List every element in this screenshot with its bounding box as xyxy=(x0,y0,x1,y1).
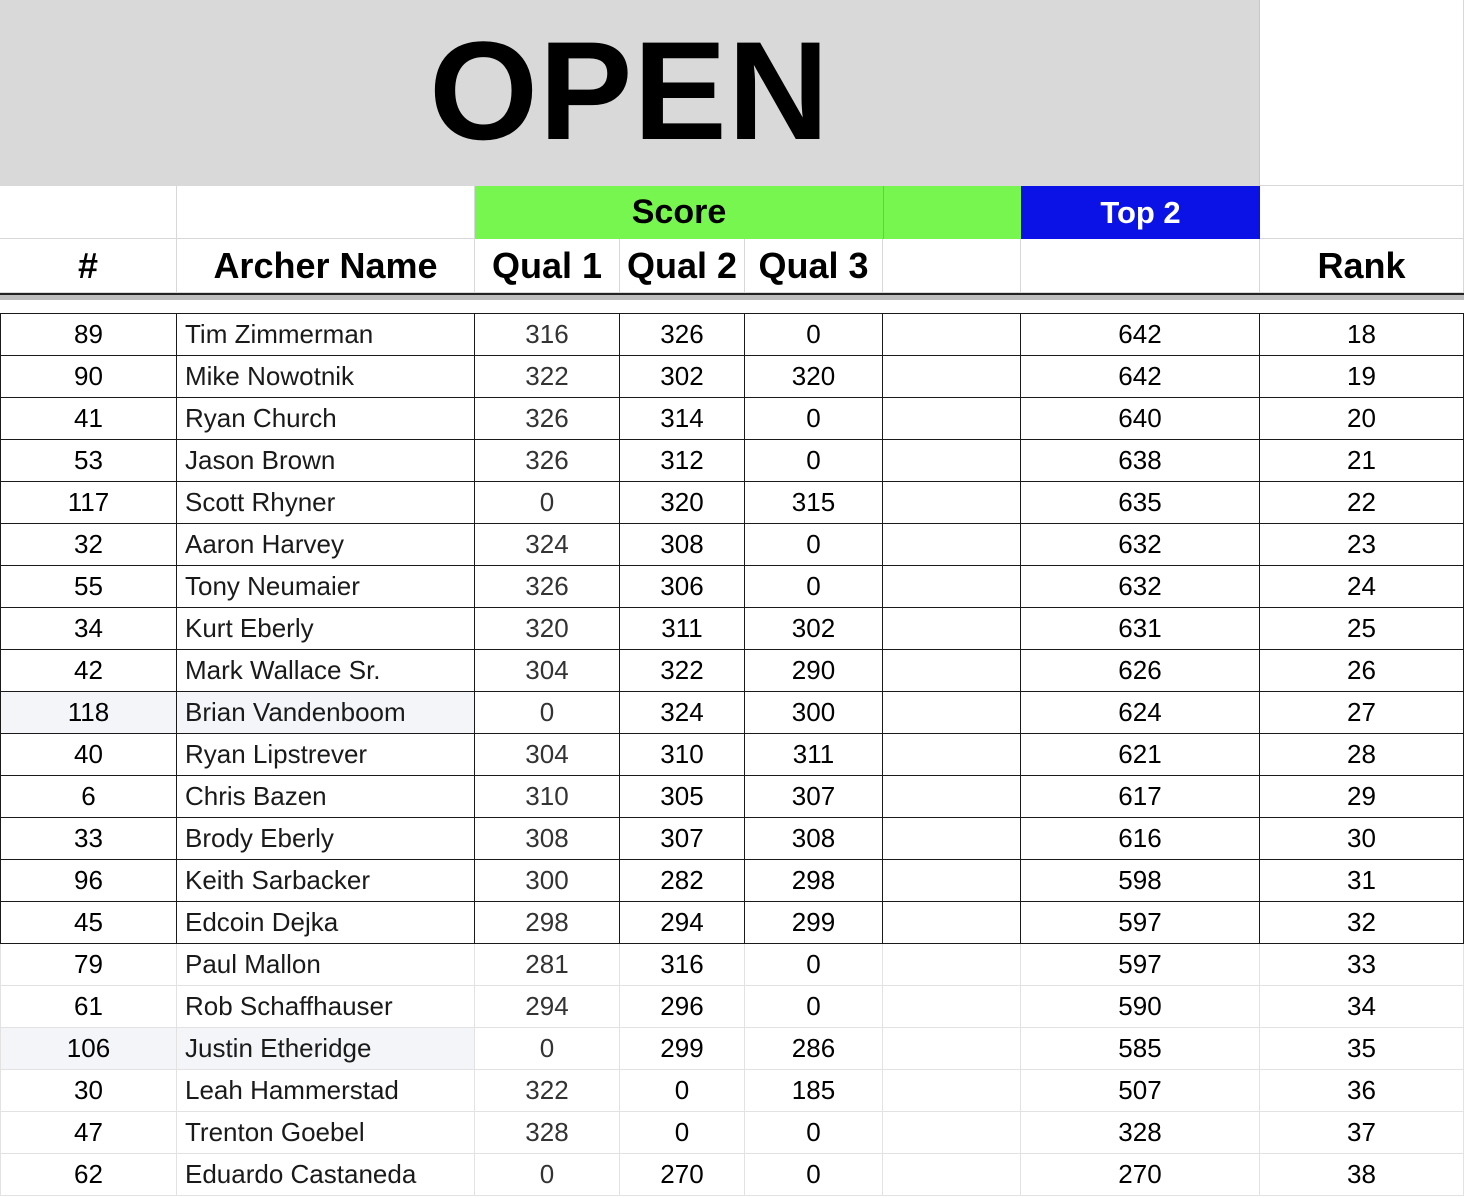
qual-3-cell[interactable]: 290 xyxy=(745,650,883,692)
rank-cell[interactable]: 38 xyxy=(1260,1154,1464,1196)
blank-cell[interactable] xyxy=(883,482,1021,524)
table-row xyxy=(0,944,1464,986)
title-side-cell[interactable] xyxy=(1260,0,1464,186)
table-row xyxy=(0,398,1464,440)
archer-number-cell[interactable]: 6 xyxy=(0,776,177,818)
frozen-rows-divider-edge xyxy=(0,293,1464,295)
archer-number-cell[interactable]: 79 xyxy=(0,944,177,986)
table-row xyxy=(0,608,1464,650)
archer-number-cell[interactable]: 41 xyxy=(0,398,177,440)
blank-cell[interactable] xyxy=(883,860,1021,902)
blank-cell[interactable] xyxy=(883,398,1021,440)
qual-1-cell[interactable]: 326 xyxy=(475,398,620,440)
archer-number-cell[interactable]: 118 xyxy=(0,692,177,734)
table-row xyxy=(0,356,1464,398)
top2-total-cell[interactable]: 507 xyxy=(1021,1070,1260,1112)
column-header-number[interactable] xyxy=(0,239,177,293)
top2-total-cell[interactable]: 635 xyxy=(1021,482,1260,524)
top2-total-cell[interactable]: 632 xyxy=(1021,524,1260,566)
blank-cell[interactable] xyxy=(883,1070,1021,1112)
archer-name-cell[interactable]: Chris Bazen xyxy=(177,776,475,818)
archer-name-cell[interactable]: Kurt Eberly xyxy=(177,608,475,650)
table-row xyxy=(0,818,1464,860)
archer-name-cell[interactable]: Tim Zimmerman xyxy=(177,314,475,356)
qual-1-cell[interactable]: 281 xyxy=(475,944,620,986)
qual-2-cell[interactable]: 312 xyxy=(620,440,745,482)
qual-1-cell[interactable]: 324 xyxy=(475,524,620,566)
qual-3-cell[interactable]: 0 xyxy=(745,314,883,356)
blank-cell[interactable] xyxy=(883,692,1021,734)
archer-number-cell[interactable]: 32 xyxy=(0,524,177,566)
column-header-label: # xyxy=(77,244,99,286)
archer-number-cell[interactable]: 30 xyxy=(0,1070,177,1112)
qual-3-cell[interactable]: 308 xyxy=(745,818,883,860)
qual-2-cell[interactable]: 296 xyxy=(620,986,745,1028)
qual-2-cell[interactable]: 0 xyxy=(620,1070,745,1112)
rank-cell[interactable]: 25 xyxy=(1260,608,1464,650)
archer-number-cell[interactable]: 106 xyxy=(0,1028,177,1070)
rank-cell[interactable]: 32 xyxy=(1260,902,1464,944)
archer-name-cell[interactable]: Justin Etheridge xyxy=(177,1028,475,1070)
archer-name-cell[interactable]: Paul Mallon xyxy=(177,944,475,986)
blank-cell[interactable] xyxy=(883,566,1021,608)
table-row xyxy=(0,1154,1464,1196)
qual-3-cell[interactable]: 286 xyxy=(745,1028,883,1070)
score-group-header[interactable] xyxy=(475,186,883,239)
qual-1-cell[interactable]: 0 xyxy=(475,1028,620,1070)
column-header-label: Qual 1 xyxy=(491,244,603,286)
archer-name-cell[interactable]: Keith Sarbacker xyxy=(177,860,475,902)
top2-total-cell[interactable]: 621 xyxy=(1021,734,1260,776)
top2-total-cell[interactable]: 638 xyxy=(1021,440,1260,482)
qual-3-cell[interactable]: 315 xyxy=(745,482,883,524)
rank-cell[interactable]: 24 xyxy=(1260,566,1464,608)
top2-group-label: Top 2 xyxy=(1100,194,1181,230)
rank-cell[interactable]: 29 xyxy=(1260,776,1464,818)
archer-number-cell[interactable]: 55 xyxy=(0,566,177,608)
archer-number-cell[interactable]: 47 xyxy=(0,1112,177,1154)
top2-total-cell[interactable]: 626 xyxy=(1021,650,1260,692)
qual-1-cell[interactable]: 320 xyxy=(475,608,620,650)
table-row xyxy=(0,566,1464,608)
archer-name-cell[interactable]: Rob Schaffhauser xyxy=(177,986,475,1028)
archer-name-cell[interactable]: Scott Rhyner xyxy=(177,482,475,524)
top2-total-cell[interactable]: 270 xyxy=(1021,1154,1260,1196)
qual-3-cell[interactable]: 311 xyxy=(745,734,883,776)
rank-cell[interactable]: 37 xyxy=(1260,1112,1464,1154)
top2-total-cell[interactable]: 328 xyxy=(1021,1112,1260,1154)
rank-cell[interactable]: 34 xyxy=(1260,986,1464,1028)
blank-cell[interactable] xyxy=(883,524,1021,566)
table-row xyxy=(0,1112,1464,1154)
qual-2-cell[interactable]: 311 xyxy=(620,608,745,650)
qual-1-cell[interactable]: 0 xyxy=(475,692,620,734)
qual-1-cell[interactable]: 300 xyxy=(475,860,620,902)
top2-total-cell[interactable]: 632 xyxy=(1021,566,1260,608)
score-group-extension[interactable] xyxy=(883,186,1021,239)
qual-3-cell[interactable]: 0 xyxy=(745,986,883,1028)
qual-2-cell[interactable]: 308 xyxy=(620,524,745,566)
qual-1-cell[interactable]: 326 xyxy=(475,440,620,482)
top2-total-cell[interactable]: 631 xyxy=(1021,608,1260,650)
archer-name-cell[interactable]: Ryan Church xyxy=(177,398,475,440)
archer-name-cell[interactable]: Tony Neumaier xyxy=(177,566,475,608)
archer-number-cell[interactable]: 45 xyxy=(0,902,177,944)
qual-1-cell[interactable]: 310 xyxy=(475,776,620,818)
qual-3-cell[interactable]: 300 xyxy=(745,692,883,734)
qual-3-cell[interactable]: 0 xyxy=(745,566,883,608)
column-header-qual-1[interactable] xyxy=(475,239,620,293)
qual-2-cell[interactable]: 302 xyxy=(620,356,745,398)
table-row xyxy=(0,524,1464,566)
table-row xyxy=(0,1070,1464,1112)
qual-2-cell[interactable]: 294 xyxy=(620,902,745,944)
qual-1-cell[interactable]: 304 xyxy=(475,650,620,692)
archer-name-cell[interactable]: Jason Brown xyxy=(177,440,475,482)
qual-2-cell[interactable]: 270 xyxy=(620,1154,745,1196)
qual-2-cell[interactable]: 324 xyxy=(620,692,745,734)
table-row xyxy=(0,692,1464,734)
blank-cell[interactable] xyxy=(883,1154,1021,1196)
title-cell[interactable] xyxy=(0,0,1260,186)
rank-cell[interactable]: 35 xyxy=(1260,1028,1464,1070)
qual-1-cell[interactable]: 322 xyxy=(475,356,620,398)
blank-cell[interactable] xyxy=(883,986,1021,1028)
qual-2-cell[interactable]: 320 xyxy=(620,482,745,524)
qual-3-cell[interactable]: 320 xyxy=(745,356,883,398)
top2-total-cell[interactable]: 598 xyxy=(1021,860,1260,902)
blank-cell[interactable] xyxy=(883,440,1021,482)
qual-2-cell[interactable]: 314 xyxy=(620,398,745,440)
blank-cell[interactable] xyxy=(883,776,1021,818)
table-row xyxy=(0,860,1464,902)
qual-1-cell[interactable]: 304 xyxy=(475,734,620,776)
qual-1-cell[interactable]: 322 xyxy=(475,1070,620,1112)
archer-number-cell[interactable]: 34 xyxy=(0,608,177,650)
table-row xyxy=(0,482,1464,524)
qual-2-cell[interactable]: 0 xyxy=(620,1112,745,1154)
rank-cell[interactable]: 19 xyxy=(1260,356,1464,398)
qual-3-cell[interactable]: 298 xyxy=(745,860,883,902)
archer-name-cell[interactable]: Mike Nowotnik xyxy=(177,356,475,398)
archer-number-cell[interactable]: 33 xyxy=(0,818,177,860)
qual-2-cell[interactable]: 326 xyxy=(620,314,745,356)
blank-cell[interactable] xyxy=(883,314,1021,356)
archer-number-cell[interactable]: 53 xyxy=(0,440,177,482)
qual-3-cell[interactable]: 307 xyxy=(745,776,883,818)
archer-name-cell[interactable]: Brian Vandenboom xyxy=(177,692,475,734)
archer-number-cell[interactable]: 42 xyxy=(0,650,177,692)
table-row xyxy=(0,440,1464,482)
qual-2-cell[interactable]: 310 xyxy=(620,734,745,776)
qual-2-cell[interactable]: 322 xyxy=(620,650,745,692)
rank-cell[interactable]: 33 xyxy=(1260,944,1464,986)
blank-cell[interactable] xyxy=(883,1028,1021,1070)
top2-total-cell[interactable]: 597 xyxy=(1021,902,1260,944)
rank-cell[interactable]: 20 xyxy=(1260,398,1464,440)
column-header-blank[interactable] xyxy=(883,239,1021,293)
blank-cell[interactable] xyxy=(883,650,1021,692)
qual-1-cell[interactable]: 0 xyxy=(475,482,620,524)
archer-number-cell[interactable]: 96 xyxy=(0,860,177,902)
table-top-border xyxy=(0,313,1464,314)
table-row xyxy=(0,314,1464,356)
archer-number-cell[interactable]: 61 xyxy=(0,986,177,1028)
table-row xyxy=(0,986,1464,1028)
qual-2-cell[interactable]: 306 xyxy=(620,566,745,608)
table-row xyxy=(0,734,1464,776)
archer-number-cell[interactable]: 89 xyxy=(0,314,177,356)
column-header-label: Rank xyxy=(1317,244,1406,286)
blank-cell[interactable] xyxy=(883,818,1021,860)
rank-cell[interactable]: 36 xyxy=(1260,1070,1464,1112)
qual-1-cell[interactable]: 328 xyxy=(475,1112,620,1154)
qual-2-cell[interactable]: 305 xyxy=(620,776,745,818)
column-header-label: Qual 2 xyxy=(626,244,738,286)
archer-number-cell[interactable]: 62 xyxy=(0,1154,177,1196)
qual-1-cell[interactable]: 294 xyxy=(475,986,620,1028)
blank-cell[interactable] xyxy=(883,1112,1021,1154)
rank-cell[interactable]: 31 xyxy=(1260,860,1464,902)
top2-total-cell[interactable]: 590 xyxy=(1021,986,1260,1028)
qual-1-cell[interactable]: 316 xyxy=(475,314,620,356)
qual-1-cell[interactable]: 298 xyxy=(475,902,620,944)
column-header-top2[interactable] xyxy=(1021,239,1260,293)
column-header-label: Archer Name xyxy=(213,244,438,286)
archer-name-cell[interactable]: Mark Wallace Sr. xyxy=(177,650,475,692)
top2-total-cell[interactable]: 617 xyxy=(1021,776,1260,818)
rank-cell[interactable]: 22 xyxy=(1260,482,1464,524)
column-header-label: Qual 3 xyxy=(758,244,869,286)
qual-3-cell[interactable]: 299 xyxy=(745,902,883,944)
qual-2-cell[interactable]: 299 xyxy=(620,1028,745,1070)
group-header-empty-cell[interactable] xyxy=(1260,186,1464,239)
archer-name-cell[interactable]: Eduardo Castaneda xyxy=(177,1154,475,1196)
qual-1-cell[interactable]: 308 xyxy=(475,818,620,860)
blank-cell[interactable] xyxy=(883,608,1021,650)
column-header-archer-name[interactable] xyxy=(177,239,475,293)
top2-total-cell[interactable]: 640 xyxy=(1021,398,1260,440)
qual-3-cell[interactable]: 0 xyxy=(745,524,883,566)
qual-1-cell[interactable]: 0 xyxy=(475,1154,620,1196)
blank-cell[interactable] xyxy=(883,734,1021,776)
table-row xyxy=(0,650,1464,692)
qual-2-cell[interactable]: 282 xyxy=(620,860,745,902)
qual-3-cell[interactable]: 0 xyxy=(745,944,883,986)
qual-3-cell[interactable]: 0 xyxy=(745,440,883,482)
archer-name-cell[interactable]: Edcoin Dejka xyxy=(177,902,475,944)
top2-total-cell[interactable]: 585 xyxy=(1021,1028,1260,1070)
rank-cell[interactable]: 18 xyxy=(1260,314,1464,356)
blank-cell[interactable] xyxy=(883,944,1021,986)
table-row xyxy=(0,902,1464,944)
blank-cell[interactable] xyxy=(883,356,1021,398)
archer-name-cell[interactable]: Brody Eberly xyxy=(177,818,475,860)
archer-number-cell[interactable]: 117 xyxy=(0,482,177,524)
qual-1-cell[interactable]: 326 xyxy=(475,566,620,608)
qual-2-cell[interactable]: 316 xyxy=(620,944,745,986)
archer-name-cell[interactable]: Ryan Lipstrever xyxy=(177,734,475,776)
qual-2-cell[interactable]: 307 xyxy=(620,818,745,860)
rank-cell[interactable]: 28 xyxy=(1260,734,1464,776)
qual-3-cell[interactable]: 185 xyxy=(745,1070,883,1112)
top2-total-cell[interactable]: 597 xyxy=(1021,944,1260,986)
group-header-empty-cell[interactable] xyxy=(0,186,177,239)
blank-cell[interactable] xyxy=(883,902,1021,944)
column-header-qual-2[interactable] xyxy=(620,239,745,293)
top2-total-cell[interactable]: 642 xyxy=(1021,356,1260,398)
group-header-empty-cell[interactable] xyxy=(177,186,475,239)
rank-cell[interactable]: 21 xyxy=(1260,440,1464,482)
qual-3-cell[interactable]: 302 xyxy=(745,608,883,650)
rank-cell[interactable]: 26 xyxy=(1260,650,1464,692)
archer-name-cell[interactable]: Aaron Harvey xyxy=(177,524,475,566)
top2-total-cell[interactable]: 624 xyxy=(1021,692,1260,734)
qual-3-cell[interactable]: 0 xyxy=(745,1112,883,1154)
archer-number-cell[interactable]: 90 xyxy=(0,356,177,398)
rank-cell[interactable]: 30 xyxy=(1260,818,1464,860)
column-header-qual-3[interactable] xyxy=(745,239,883,293)
qual-3-cell[interactable]: 0 xyxy=(745,1154,883,1196)
column-header-rank[interactable] xyxy=(1260,239,1464,293)
top2-group-header[interactable] xyxy=(1021,186,1260,239)
top2-total-cell[interactable]: 616 xyxy=(1021,818,1260,860)
qual-3-cell[interactable]: 0 xyxy=(745,398,883,440)
table-row xyxy=(0,1028,1464,1070)
archer-number-cell[interactable]: 40 xyxy=(0,734,177,776)
archer-name-cell[interactable]: Trenton Goebel xyxy=(177,1112,475,1154)
sheet-title: OPEN xyxy=(429,12,830,169)
score-group-label: Score xyxy=(631,193,727,231)
top2-total-cell[interactable]: 642 xyxy=(1021,314,1260,356)
archer-name-cell[interactable]: Leah Hammerstad xyxy=(177,1070,475,1112)
rank-cell[interactable]: 23 xyxy=(1260,524,1464,566)
table-row xyxy=(0,776,1464,818)
rank-cell[interactable]: 27 xyxy=(1260,692,1464,734)
